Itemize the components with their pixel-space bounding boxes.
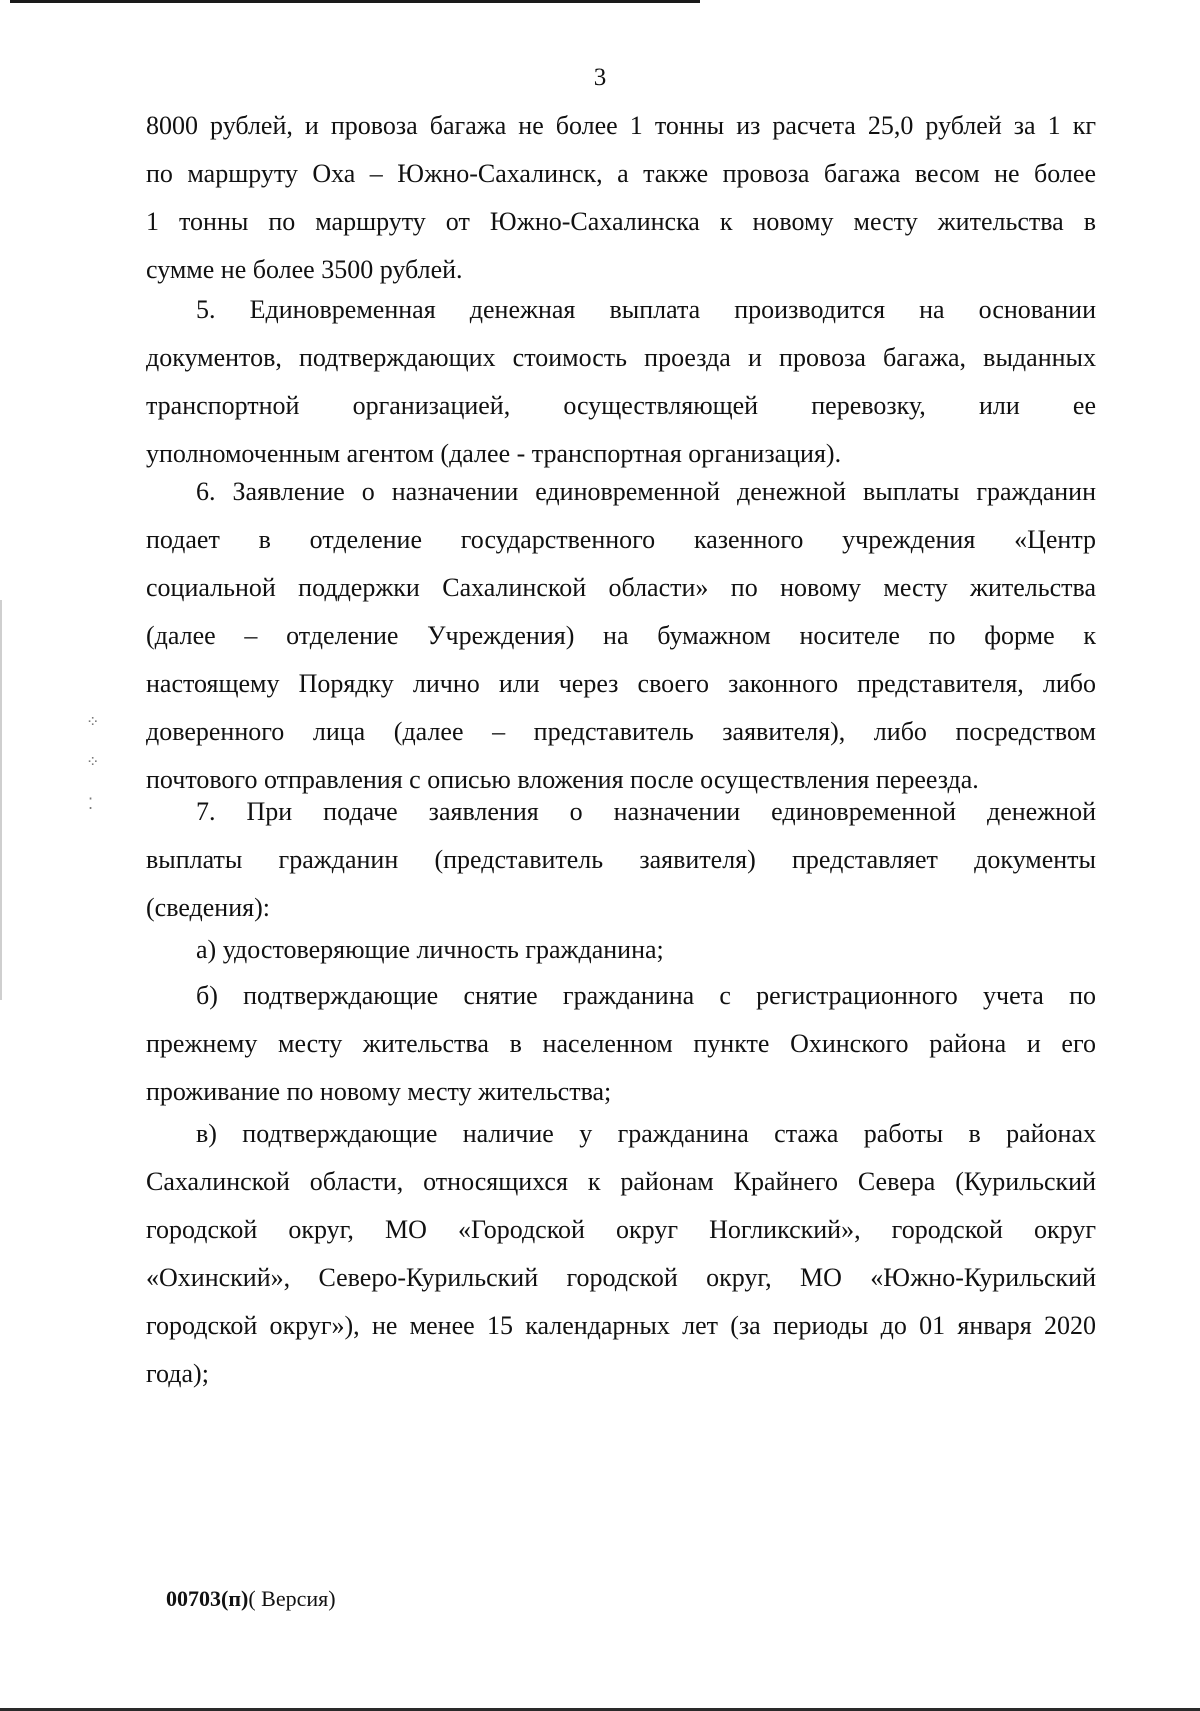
document-code: 00703(п)	[166, 1586, 249, 1611]
text-line: 1 тонны по маршруту от Южно-Сахалинска к новому месту жительства в	[146, 207, 1096, 236]
text-line: (сведения):	[146, 893, 270, 922]
paragraph-6	[146, 468, 1096, 804]
text-line: а) удостоверяющие личность гражданина;	[196, 935, 664, 964]
scan-speck: ⁘	[86, 752, 100, 771]
text-line: 6. Заявление о назначении единовременной денежной выплаты гражданин	[196, 477, 1096, 506]
page-number: 3	[593, 64, 607, 91]
paragraph-5	[146, 286, 1096, 478]
scan-speck: ⁚	[88, 794, 94, 813]
list-item-a	[146, 926, 1096, 974]
text-line: проживание по новому месту жительства;	[146, 1077, 612, 1106]
text-line: настоящему Порядку лично или через своего законного представителя, либо	[146, 669, 1096, 698]
text-line: 8000 рублей, и провоза багажа не более 1 тонны из расчета 25,0 рублей за 1 кг	[146, 111, 1096, 140]
text-line: 5. Единовременная денежная выплата производится на основании	[196, 295, 1096, 324]
text-line: «Охинский», Северо-Курильский городской округ, МО «Южно-Курильский	[146, 1263, 1096, 1292]
text-line: 7. При подаче заявления о назначении единовременной денежной	[196, 797, 1096, 826]
text-line: сумме не более 3500 рублей.	[146, 255, 463, 284]
text-line: социальной поддержки Сахалинской области» по новому месту жительства	[146, 573, 1096, 602]
text-line: документов, подтверждающих стоимость проезда и провоза багажа, выданных	[146, 343, 1096, 372]
text-line: городской округ, МО «Городской округ Ногликский», городской округ	[146, 1215, 1096, 1244]
text-line: прежнему месту жительства в населенном пункте Охинского района и его	[146, 1029, 1096, 1058]
text-line: года);	[146, 1359, 209, 1388]
text-line: доверенного лица (далее – представитель заявителя), либо посредством	[146, 717, 1096, 746]
text-line: почтового отправления с описью вложения после осуществления переезда.	[146, 765, 979, 794]
paragraph-continuation	[146, 102, 1096, 294]
text-line: транспортной организацией, осуществляющей перевозку, или ее	[146, 391, 1096, 420]
document-version: ( Версия)	[248, 1586, 336, 1611]
text-line: Сахалинской области, относящихся к районам Крайнего Севера (Курильский	[146, 1167, 1096, 1196]
text-line: городской округ»), не менее 15 календарных лет (за периоды до 01 января 2020	[146, 1311, 1096, 1340]
list-item-b	[146, 972, 1096, 1116]
text-line: по маршруту Оха – Южно-Сахалинск, а также провоза багажа весом не более	[146, 159, 1096, 188]
text-line: выплаты гражданин (представитель заявителя) представляет документы	[146, 845, 1096, 874]
list-item-v	[146, 1110, 1096, 1398]
text-line: уполномоченным агентом (далее - транспортная организация).	[146, 439, 842, 468]
text-line: (далее – отделение Учреждения) на бумажном носителе по форме к	[146, 621, 1096, 650]
text-line: б) подтверждающие снятие гражданина с регистрационного учета по	[196, 981, 1096, 1010]
scan-speck: ⁘	[86, 712, 100, 731]
document-footer	[166, 1586, 336, 1612]
scan-edge-top	[10, 0, 700, 3]
scan-edge-left	[0, 600, 2, 1000]
text-line: подает в отделение государственного казенного учреждения «Центр	[146, 525, 1096, 554]
paragraph-7	[146, 788, 1096, 932]
text-line: в) подтверждающие наличие у гражданина стажа работы в районах	[196, 1119, 1096, 1148]
